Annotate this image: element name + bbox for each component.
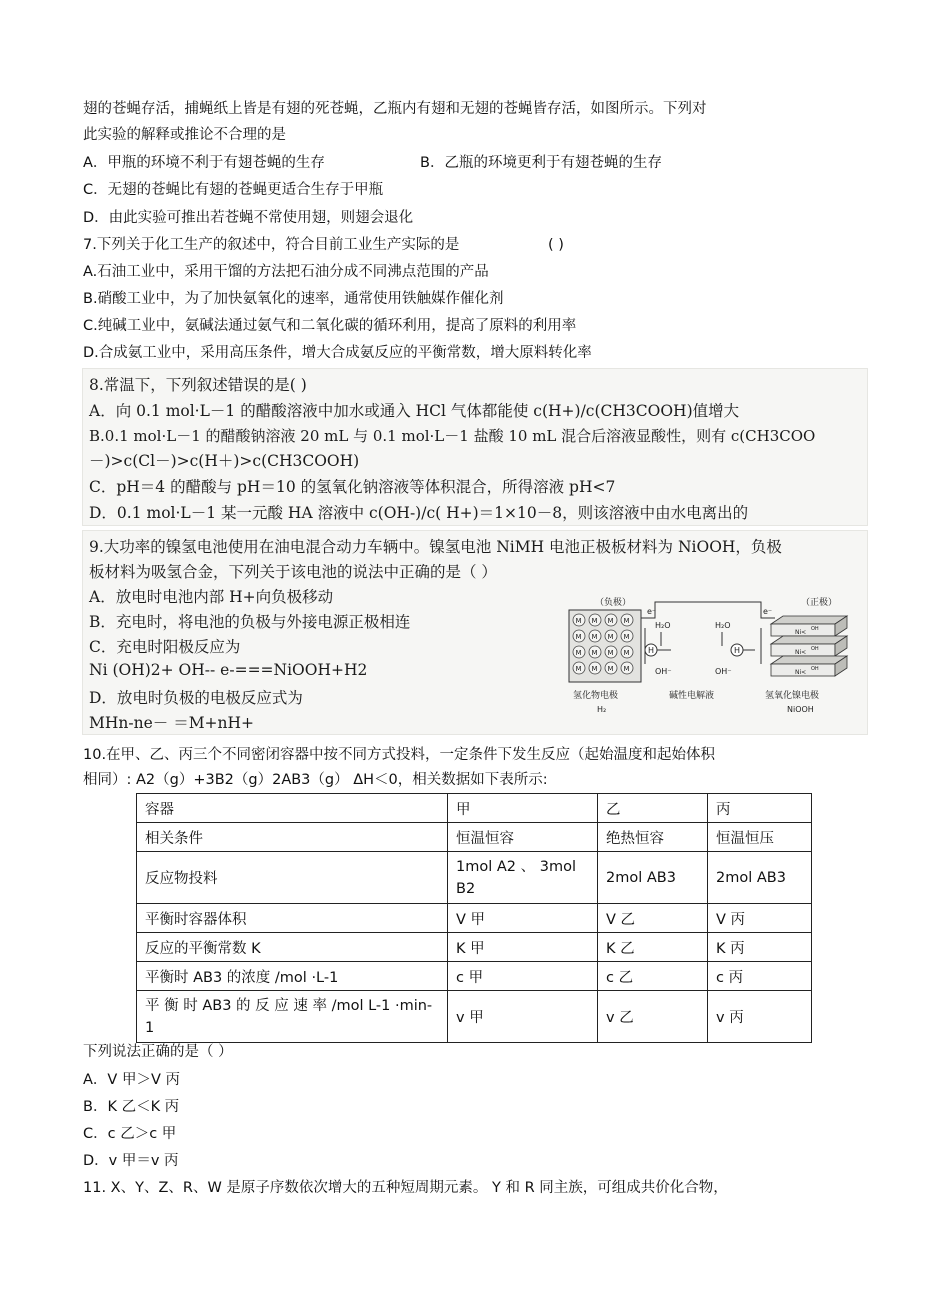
metal-atom-label: M <box>591 649 598 657</box>
q7-answer-blank: ( ) <box>548 237 564 253</box>
q10-stem: 下列说法正确的是（ ） <box>83 1044 233 1060</box>
q7-option-c: C.纯碱工业中，氨碱法通过氨气和二氧化碳的循环利用，提高了原料的利用率 <box>83 318 577 334</box>
table-cell: 2mol AB3 <box>708 852 812 904</box>
table-cell: 甲 <box>448 794 598 823</box>
table-row <box>137 794 812 823</box>
caption-electrolyte: 碱性电解液 <box>669 691 715 701</box>
q6-option-d: D．由此实验可推出若苍蝇不常使用翅，则翅会退化 <box>83 210 414 226</box>
q9-line2: 板材料为吸氢合金，下列关于该电池的说法中正确的是（ ） <box>89 563 497 581</box>
negative-electrode-label: （负极） <box>595 598 632 608</box>
q10-option-d: D．v 甲＝v 丙 <box>83 1153 179 1169</box>
hydrogen-label-right: H <box>734 646 741 655</box>
q7-option-b: B.硝酸工业中，为了加快氨氧化的速率，通常使用铁触媒作催化剂 <box>83 291 504 307</box>
table-row <box>137 823 812 852</box>
q6-line1: 翅的苍蝇存活，捕蝇纸上皆是有翅的死苍蝇，乙瓶内有翅和无翅的苍蝇皆存活，如图所示。下列对 <box>83 101 707 117</box>
ni-label-3: Ni< <box>795 669 807 676</box>
table-row <box>137 852 812 904</box>
table-cell: V 乙 <box>598 904 708 933</box>
q10-option-c: C．c 乙＞c 甲 <box>83 1126 177 1142</box>
ni-label-2: Ni< <box>795 649 807 656</box>
table-cell: K 乙 <box>598 933 708 962</box>
q8-scan-block <box>82 368 868 526</box>
oh-label-3: OH <box>811 666 819 672</box>
table-cell: c 甲 <box>448 962 598 991</box>
metal-atom-label: M <box>623 649 630 657</box>
positive-electrode-label: （正极） <box>801 598 838 608</box>
hydroxide-label-right: OH⁻ <box>715 667 732 676</box>
q9-option-d: D．放电时负极的电极反应式为 <box>89 689 303 707</box>
q9-option-c: C．充电时阳极反应为 <box>89 638 241 656</box>
table-cell: V 丙 <box>708 904 812 933</box>
q10-line1: 10.在甲、乙、丙三个不同密闭容器中按不同方式投料，一定条件下发生反应（起始温度和起始体积 <box>83 747 716 763</box>
table-cell: 容器 <box>137 794 448 823</box>
q9-option-a: A．放电时电池内部 H+向负极移动 <box>89 588 334 606</box>
caption-nickel-electrode: 氢氧化镍电极 <box>765 691 820 701</box>
q7-option-d: D.合成氨工业中，采用高压条件，增大合成氨反应的平衡常数，增大原料转化率 <box>83 345 592 361</box>
metal-atom-label: M <box>591 633 598 641</box>
table-cell: 平衡时容器体积 <box>137 904 448 933</box>
external-circuit-wire <box>641 602 775 618</box>
table-cell: 恒温恒容 <box>448 823 598 852</box>
q9-option-b: B．充电时，将电池的负极与外接电源正极相连 <box>89 613 411 631</box>
q9-line1: 9.大功率的镍氢电池使用在油电混合动力车辆中。镍氢电池 NiMH 电池正极板材料为 NiOOH，负极 <box>89 538 782 556</box>
q6-option-c: C．无翅的苍蝇比有翅的苍蝇更适合生存于甲瓶 <box>83 182 384 198</box>
table-cell: K 甲 <box>448 933 598 962</box>
table-cell: V 甲 <box>448 904 598 933</box>
water-label-left: H₂O <box>655 621 671 630</box>
nickel-hydroxide-plates <box>771 616 847 676</box>
metal-atom-label: M <box>575 665 582 673</box>
table-cell: 乙 <box>598 794 708 823</box>
oh-label-2: OH <box>811 646 819 652</box>
table-cell: 相关条件 <box>137 823 448 852</box>
nimh-battery-diagram <box>565 594 861 720</box>
table-cell: c 丙 <box>708 962 812 991</box>
q6-option-b: B．乙瓶的环境更利于有翅苍蝇的生存 <box>420 155 662 171</box>
table-cell: 2mol AB3 <box>598 852 708 904</box>
q10-option-b: B．K 乙＜K 丙 <box>83 1099 180 1115</box>
caption-niooh: NiOOH <box>787 705 814 714</box>
metal-atom-label: M <box>575 633 582 641</box>
table-cell: 反应的平衡常数 K <box>137 933 448 962</box>
table-cell: v 甲 <box>448 991 598 1043</box>
hydrogen-label-left: H <box>648 646 655 655</box>
ni-label-1: Ni< <box>795 629 807 636</box>
metal-atom-label: M <box>575 649 582 657</box>
metal-atom-label: M <box>607 617 614 625</box>
metal-atom-label: M <box>607 665 614 673</box>
q8-option-b-line1: B.0.1 mol·L－1 的醋酸钠溶液 20 mL 与 0.1 mol·L－1 盐酸 10 mL 混合后溶液显酸性，则有 c(CH3COO <box>89 427 816 445</box>
q7-stem: 7.下列关于化工生产的叙述中，符合目前工业生产实际的是 <box>83 237 460 253</box>
table-row <box>137 962 812 991</box>
table-cell: 丙 <box>708 794 812 823</box>
table-cell: 反应物投料 <box>137 852 448 904</box>
metal-atom-label: M <box>607 633 614 641</box>
metal-atom-label: M <box>575 617 582 625</box>
q8-option-c: C．pH＝4 的醋酸与 pH＝10 的氢氧化钠溶液等体积混合，所得溶液 pH<7 <box>89 478 616 496</box>
table-cell: 平衡时 AB3 的浓度 /mol ·L-1 <box>137 962 448 991</box>
q7-option-a: A.石油工业中，采用干馏的方法把石油分成不同沸点范围的产品 <box>83 264 489 280</box>
hydroxide-label-left: OH⁻ <box>655 667 672 676</box>
table-cell: v 丙 <box>708 991 812 1043</box>
q10-data-table <box>136 793 812 1043</box>
oh-label-1: OH <box>811 626 819 632</box>
electron-label-left: e⁻ <box>647 607 657 616</box>
table-cell: 平 衡 时 AB3 的 反 应 速 率 /mol L-1 ·min-1 <box>137 991 448 1043</box>
metal-atom-label: M <box>607 649 614 657</box>
caption-hydride-electrode: 氢化物电极 <box>573 691 619 701</box>
q9-equation-d: MHn-ne－ ＝M+nH+ <box>89 714 255 732</box>
q6-line2: 此实验的解释或推论不合理的是 <box>83 127 286 143</box>
metal-atom-label: M <box>623 617 630 625</box>
table-cell: v 乙 <box>598 991 708 1043</box>
q8-stem: 8.常温下，下列叙述错误的是( ) <box>89 376 307 394</box>
metal-atom-label: M <box>623 633 630 641</box>
q10-option-a: A．V 甲＞V 丙 <box>83 1072 180 1088</box>
table-cell: K 丙 <box>708 933 812 962</box>
q9-equation-c: Ni (OH)2+ OH-- e-===NiOOH+H2 <box>89 661 368 679</box>
table-row <box>137 933 812 962</box>
electron-label-right: e⁻ <box>763 607 773 616</box>
table-cell: 绝热恒容 <box>598 823 708 852</box>
caption-h2: H₂ <box>597 705 607 714</box>
water-label-right: H₂O <box>715 621 731 630</box>
q8-option-b-line2: －)>c(Cl－)>c(H＋)>c(CH3COOH) <box>89 452 360 470</box>
table-cell: 恒温恒压 <box>708 823 812 852</box>
table-cell: c 乙 <box>598 962 708 991</box>
q10-line2: 相同）: A2（g）+3B2（g）2AB3（g） ΔH＜0，相关数据如下表所示: <box>83 772 548 788</box>
q8-option-a: A．向 0.1 mol·L－1 的醋酸溶液中加水或通入 HCl 气体都能使 c(H+)/c(CH3COOH)值增大 <box>89 402 740 420</box>
table-cell: 1mol A2 、 3mol B2 <box>448 852 598 904</box>
metal-atom-label: M <box>591 617 598 625</box>
table-row <box>137 991 812 1043</box>
metal-atom-label: M <box>591 665 598 673</box>
metal-atom-label: M <box>623 665 630 673</box>
table-row <box>137 904 812 933</box>
q6-option-a: A．甲瓶的环境不利于有翅苍蝇的生存 <box>83 155 325 171</box>
q8-option-d: D．0.1 mol·L－1 某一元酸 HA 溶液中 c(OH-)/c( H+)＝1×10－8，则该溶液中由水电离出的 <box>89 504 749 522</box>
q11-line1: 11. X、Y、Z、R、W 是原子序数依次增大的五种短周期元素。 Y 和 R 同主族，可组成共价化合物， <box>83 1180 728 1196</box>
